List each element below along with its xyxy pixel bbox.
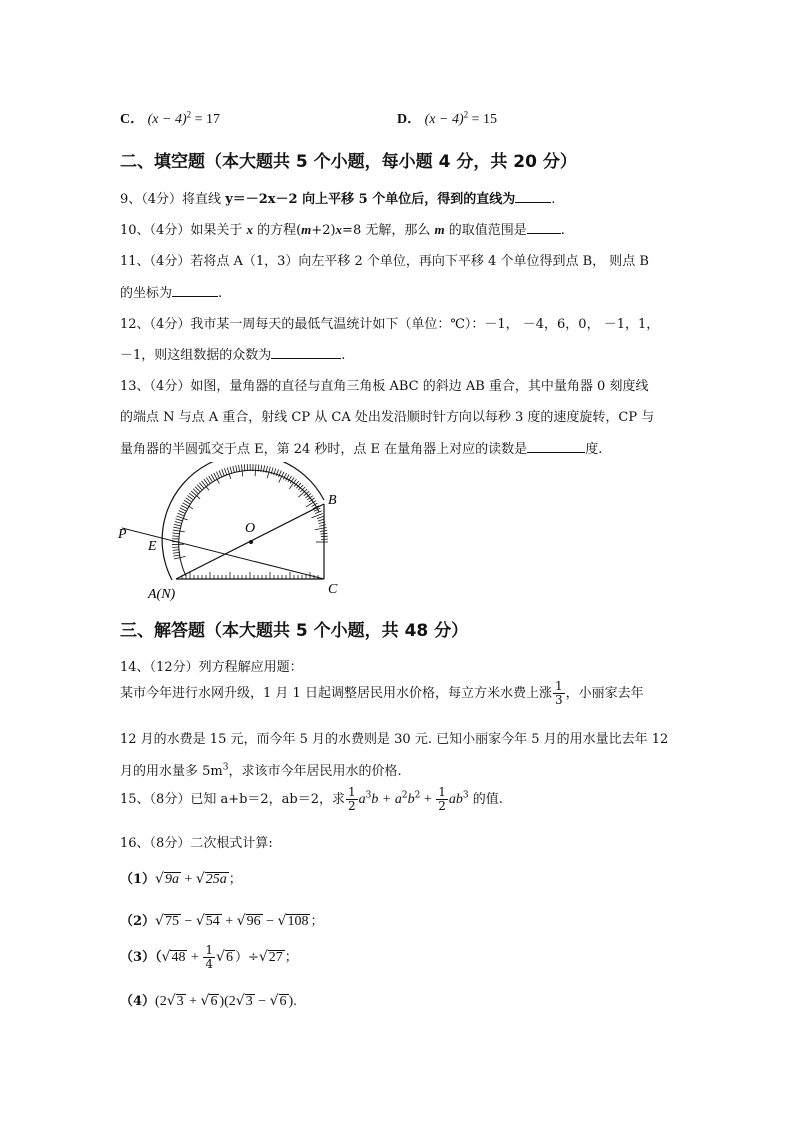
option-d-expr: (x − 4): [424, 112, 464, 127]
question-12-line-2: [120, 344, 345, 363]
question-14-line-3: [120, 760, 402, 779]
q16-p2-end: ；: [310, 914, 324, 929]
protractor-triangle-figure: [110, 462, 360, 604]
sqrt-icon: √: [195, 913, 205, 929]
label-c: C: [328, 582, 338, 597]
q14-line-3-sup: 3: [222, 762, 229, 773]
question-16-part-3: [120, 944, 298, 971]
q16-p4-e: )(2: [219, 994, 236, 1009]
q9-prefix: 9、（4分）将直线: [120, 192, 226, 207]
q16-p1-plus: +: [180, 872, 196, 887]
q15-t2s: 3: [462, 790, 469, 801]
q16-p4-g: −: [254, 994, 270, 1009]
q16-p4-f: 3: [245, 994, 253, 1009]
q16-p1-a: 9a: [164, 872, 179, 887]
sqrt-icon: √: [216, 949, 225, 965]
label-p: P: [118, 527, 127, 542]
q15-t2: ab: [448, 792, 463, 807]
sqrt-icon: √: [277, 913, 287, 929]
q16-p4-h: 6: [279, 994, 287, 1009]
q10-t4: 的取值范围是: [444, 223, 527, 238]
q16-p2-c: 96: [246, 914, 261, 929]
q10-t1: 的方程(: [252, 223, 302, 238]
option-d-label: D．: [397, 112, 422, 127]
q11-answer-blank[interactable]: [172, 284, 218, 297]
label-b: B: [328, 493, 337, 508]
q16-p4-end: ).: [288, 994, 297, 1009]
question-11-line-2: [120, 282, 222, 301]
q14-frac-den: 3: [554, 693, 563, 707]
q16-p1-label: （1）: [120, 872, 156, 887]
question-15: [120, 786, 503, 813]
q10-prefix: 10、（4分）如果关于: [120, 223, 247, 238]
q16-p3-b: 6: [225, 950, 233, 965]
q16-p4-label: （4）: [120, 994, 156, 1009]
q16-p3-frac: [203, 944, 215, 971]
q14-line-1a: 某市今年进行水网升级，1 月 1 日起调整居民用水价格，每立方米水费上涨: [120, 686, 552, 701]
center-point-o: [249, 540, 253, 544]
q16-p1-b: 25a: [205, 872, 227, 887]
q15-t1s: 3: [365, 790, 372, 801]
q10-m2: m: [434, 222, 445, 237]
q13-answer-blank[interactable]: [527, 440, 585, 453]
option-d-rhs: = 15: [468, 112, 498, 127]
q12-end: .: [341, 348, 346, 363]
q16-p2-a: 75: [164, 914, 179, 929]
q16-p2-label: （2）: [120, 914, 156, 929]
q14-fraction: [553, 680, 565, 707]
q15-head: 15、（8分）已知 a+b＝2，ab＝2，求: [120, 792, 346, 807]
q16-p3-label: （3）（: [120, 950, 162, 965]
question-13-line-2: 的端点 N 与点 A 重合，射线 CP 从 CA 处出发沿顺时针方向以每秒 3 度的速度旋转，CP 与: [120, 410, 655, 425]
q15-end: 的值.: [468, 792, 503, 807]
q10-x: x: [246, 222, 253, 237]
sqrt-icon: √: [155, 871, 164, 887]
question-10: [120, 219, 565, 238]
q16-p3-fn: 1: [205, 943, 214, 957]
option-c-rhs: = 17: [191, 112, 221, 127]
sqrt-icon: √: [235, 993, 245, 1009]
q15-t1: a: [358, 792, 366, 807]
q14-frac-num: 1: [554, 679, 563, 693]
question-16-part-4: [120, 990, 297, 1010]
question-12-line-1: 12、（4分）我市某一周每天的最低气温统计如下（单位：℃）：－1， －4，6，0， －1，1，: [120, 317, 660, 332]
q16-p3-end: ；: [284, 950, 298, 965]
q10-answer-blank[interactable]: [527, 221, 561, 234]
q12-line-2-text: －1，则这组数据的众数为: [120, 348, 272, 363]
q16-p2-m2: −: [262, 914, 278, 929]
option-c: [120, 108, 220, 128]
q15-frac-2: [436, 786, 448, 813]
question-16-part-2: [120, 910, 323, 930]
q10-t3: =8 无解，那么: [342, 223, 435, 238]
question-16-part-1: [120, 868, 242, 888]
q10-m: m: [301, 222, 312, 237]
q15-frac-1: [346, 786, 358, 813]
q15-t1b: b + a: [371, 792, 402, 807]
q16-p1-end: ；: [228, 872, 242, 887]
sqrt-icon: √: [269, 993, 279, 1009]
section-3-title: 三、解答题（本大题共 5 个小题，共 48 分）: [120, 621, 469, 641]
label-o: O: [245, 521, 256, 536]
q14-line-1b: ，小丽家去年: [565, 686, 644, 701]
sqrt-icon: √: [155, 913, 164, 929]
q15-f2-num: 1: [438, 785, 446, 799]
q16-p4-d: 6: [210, 994, 218, 1009]
q16-p2-m1: −: [180, 914, 196, 929]
sqrt-icon: √: [200, 993, 210, 1009]
q15-plus: +: [420, 792, 436, 807]
q16-p3-c: 27: [268, 950, 283, 965]
q10-t2: +2): [311, 223, 336, 238]
sqrt-icon: √: [195, 871, 205, 887]
option-c-exp: 2: [186, 109, 192, 120]
sqrt-icon: √: [258, 949, 268, 965]
question-14-line-2: 12 月的水费是 15 元，而今年 5 月的水费则是 30 元. 已知小丽家今年 5 月的用水量比去年 12: [120, 732, 669, 747]
q16-p3-mid: ）÷: [234, 950, 259, 965]
question-9: [120, 188, 555, 207]
q9-answer-blank[interactable]: [515, 190, 551, 203]
q15-t1cs: 2: [414, 790, 421, 801]
q13-end: 度.: [585, 442, 603, 457]
option-c-label: C．: [120, 112, 145, 127]
sqrt-icon: √: [166, 993, 176, 1009]
q11-line-2-text: 的坐标为: [120, 286, 173, 301]
q16-p4-a: (2: [155, 994, 167, 1009]
q10-end: .: [560, 223, 565, 238]
q14-line-3b: ，求该市今年居民用水的价格.: [228, 764, 402, 779]
q10-x2: x: [335, 222, 343, 237]
q16-p3-a: 48: [171, 950, 186, 965]
q9-end: .: [551, 192, 556, 207]
question-13-line-3: [120, 438, 602, 457]
option-d-exp: 2: [463, 109, 469, 120]
label-e: E: [148, 539, 157, 554]
q15-t1c: b: [407, 792, 415, 807]
question-13-line-1: 13、（4分）如图，量角器的直径与直角三角板 ABC 的斜边 AB 重合，其中量角器 0 刻度线: [120, 379, 649, 394]
sqrt-icon: √: [161, 949, 171, 965]
section-2-title: 二、填空题（本大题共 5 个小题，每小题 4 分，共 20 分）: [120, 152, 577, 172]
question-14-line-1: [120, 680, 644, 707]
label-a-n: A(N): [148, 587, 176, 602]
q16-p2-d: 108: [287, 914, 309, 929]
q12-answer-blank[interactable]: [271, 346, 341, 359]
q15-f2-den: 2: [438, 799, 446, 813]
q15-f1-den: 2: [348, 799, 356, 813]
q15-f1-num: 1: [348, 785, 356, 799]
q11-end: .: [218, 286, 223, 301]
q16-p3-fd: 4: [205, 957, 214, 971]
q16-p3-plus: +: [187, 950, 203, 965]
q14-line-3a: 月的用水量多 5m: [120, 764, 223, 779]
sqrt-icon: √: [236, 913, 246, 929]
q16-p4-c: +: [185, 994, 201, 1009]
q16-p2-p: +: [221, 914, 237, 929]
q16-p4-b: 3: [176, 994, 184, 1009]
question-16-head: 16、（8分）二次根式计算:: [120, 836, 273, 851]
q15-t1bs: 2: [401, 790, 408, 801]
q9-text: y＝－2x－2 向上平移 5 个单位后，得到的直线为: [225, 192, 516, 207]
q13-line-3-text: 量角器的半圆弧交于点 E，第 24 秒时，点 E 在量角器上对应的读数是: [120, 442, 528, 457]
option-d: [397, 108, 497, 128]
option-c-expr: (x − 4): [147, 112, 187, 127]
q16-p2-b: 54: [205, 914, 220, 929]
question-11-line-1: 11、（4分）若将点 A（1，3）向左平移 2 个单位，再向下平移 4 个单位得到点 B， 则点 B: [120, 254, 649, 269]
question-14-head: 14、（12分）列方程解应用题：: [120, 660, 303, 675]
